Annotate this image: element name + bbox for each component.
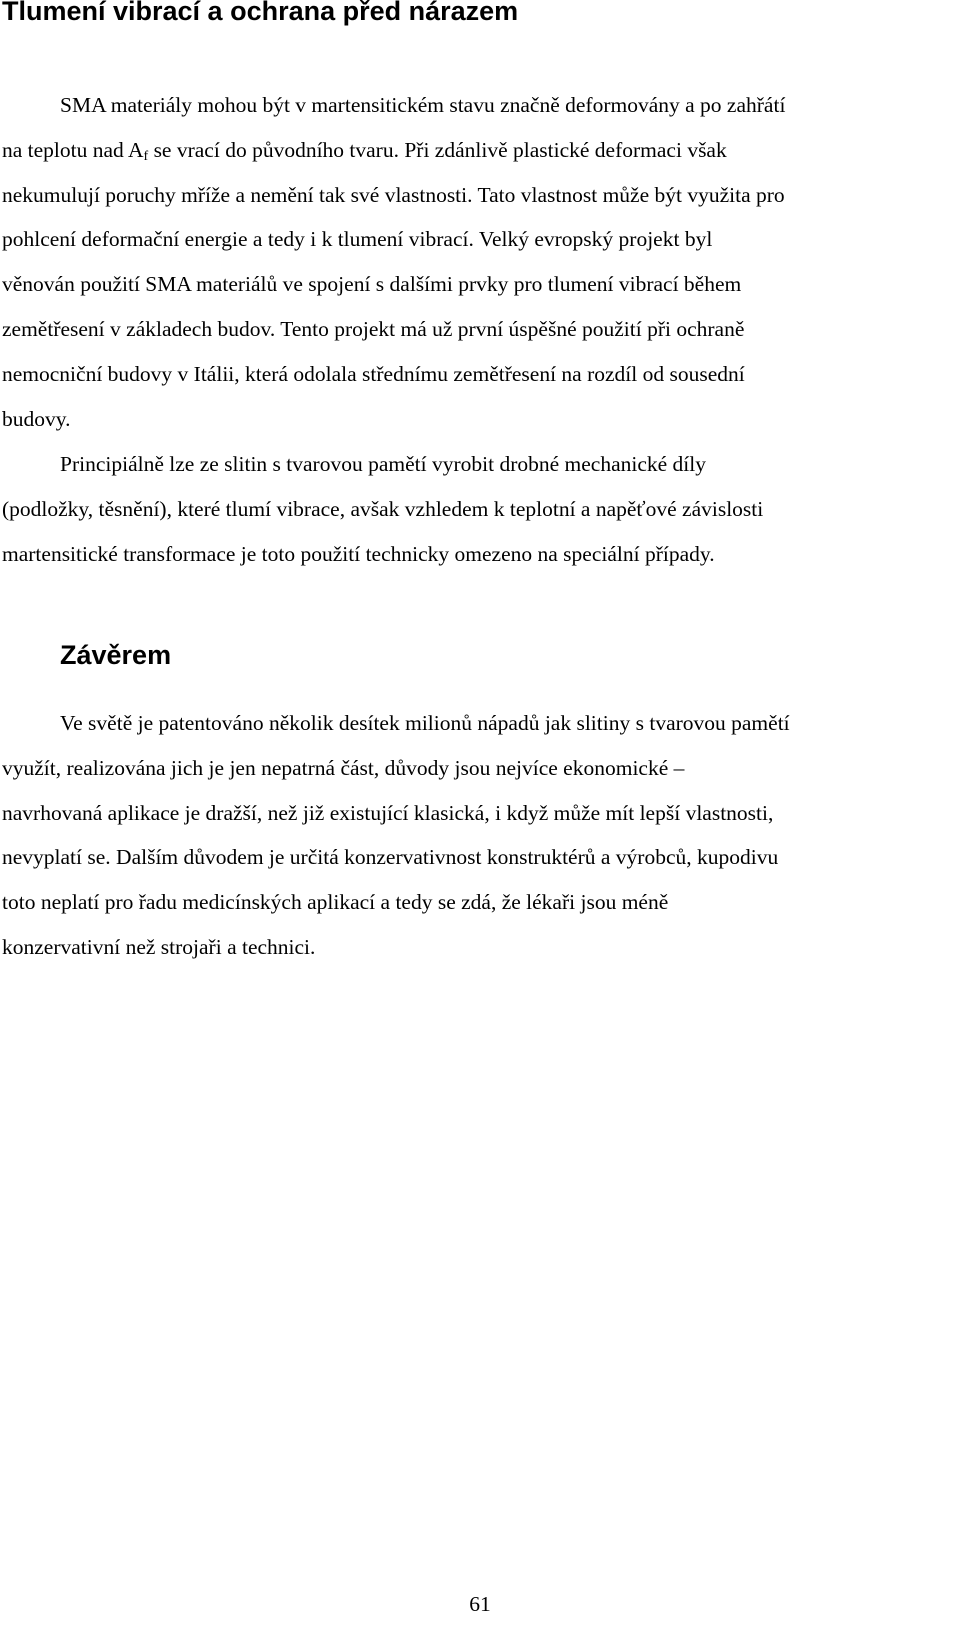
paragraph-line: věnován použití SMA materiálů ve spojení s dalšími prvky pro tlumení vibrací během xyxy=(2,272,742,297)
paragraph-line: SMA materiály mohou být v martensitickém stavu značně deformovány a po zahřátí xyxy=(60,93,786,117)
paragraph-line: konzervativní než strojaři a technici. xyxy=(2,934,316,959)
paragraph-line: navrhovaná aplikace je dražší, než již existující klasická, i když může mít lepší vlastnosti, xyxy=(2,800,774,825)
paragraph-mechanical-parts xyxy=(2,442,937,576)
paragraph-sma-deformation xyxy=(2,83,937,441)
paragraph-line xyxy=(2,128,937,173)
paragraph-line: využít, realizována jich je jen nepatrná část, důvody jsou nejvíce ekonomické – xyxy=(2,755,685,780)
paragraph-line: zemětřesení v základech budov. Tento projekt má už první úspěšné použití při ochraně xyxy=(2,316,745,341)
text-run: se vrací do původního tvaru. Při zdánlivě plastické deformaci však xyxy=(148,137,727,162)
heading-conclusion: Závěrem xyxy=(60,640,172,670)
page-number: 61 xyxy=(469,1592,491,1616)
paragraph-line: pohlcení deformační energie a tedy i k tlumení vibrací. Velký evropský projekt byl xyxy=(2,227,713,252)
paragraph-line: Ve světě je patentováno několik desítek milionů nápadů jak slitiny s tvarovou pamětí xyxy=(60,711,790,735)
paragraph-conclusion xyxy=(2,701,937,970)
paragraph-line: toto neplatí pro řadu medicínských aplikací a tedy se zdá, že lékaři jsou méně xyxy=(2,890,669,915)
paragraph-line: Principiálně lze ze slitin s tvarovou pamětí vyrobit drobné mechanické díly xyxy=(60,452,707,476)
paragraph-line: nekumulují poruchy mříže a nemění tak své vlastnosti. Tato vlastnost může být využita pro xyxy=(2,182,785,207)
subscript-f: f xyxy=(143,148,149,164)
heading-vibration-damping: Tlumení vibrací a ochrana před nárazem xyxy=(2,0,519,26)
paragraph-line: (podložky, těsnění), které tlumí vibrace, avšak vzhledem k teplotní a napěťové závislosti xyxy=(2,496,764,521)
paragraph-line: budovy. xyxy=(2,406,71,431)
paragraph-line: nevyplatí se. Dalším důvodem je určitá konzervativnost konstruktérů a výrobců, kupodivu xyxy=(2,845,779,870)
paragraph-line: nemocniční budovy v Itálii, která odolala střednímu zemětřesení na rozdíl od sousední xyxy=(2,361,745,386)
text-run: na teplotu nad A xyxy=(2,137,144,162)
paragraph-line: martensitické transformace je toto použití technicky omezeno na speciální případy. xyxy=(2,541,715,566)
